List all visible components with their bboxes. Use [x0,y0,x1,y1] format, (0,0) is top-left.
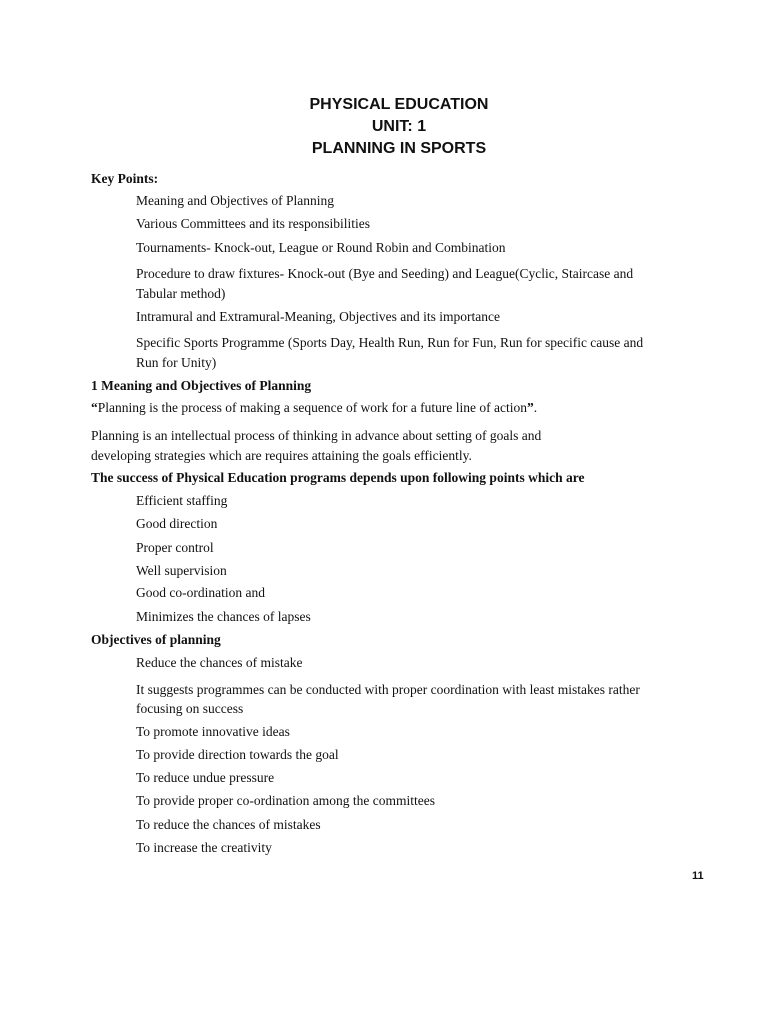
list-item: Reduce the chances of mistake [136,655,303,670]
paragraph-line: Planning is an intellectual process of thinking in advance about setting of goals and [91,428,542,443]
list-item: To promote innovative ideas [136,724,290,739]
list-item: Minimizes the chances of lapses [136,609,311,624]
list-item-continuation: Run for Unity) [136,355,217,370]
paragraph-line: developing strategies which are requires attaining the goals efficiently. [91,448,472,463]
list-item: Specific Sports Programme (Sports Day, Health Run, Run for Fun, Run for specific cause and [136,335,644,350]
list-item: Good direction [136,516,218,531]
key-points-heading: Key Points: [91,171,159,186]
subject-title: PHYSICAL EDUCATION [309,96,489,113]
open-quote: “ [91,400,98,415]
list-item: To increase the creativity [136,840,272,855]
page-number: 11 [692,870,704,882]
success-heading: The success of Physical Education programs depends upon following points which are [91,470,585,485]
list-item: To provide direction towards the goal [136,747,339,762]
chapter-title: PLANNING IN SPORTS [311,140,487,157]
list-item: Procedure to draw fixtures- Knock-out (Bye and Seeding) and League(Cyclic, Staircase and [136,266,634,281]
list-item: Various Committees and its responsibilities [136,216,370,231]
list-item: To provide proper co-ordination among the committees [136,793,435,808]
quote-text: Planning is the process of making a sequence of work for a future line of action [97,400,527,415]
list-item: Well supervision [136,563,227,578]
list-item-continuation: focusing on success [136,701,244,716]
quote-period: . [533,400,538,415]
list-item: Proper control [136,540,214,555]
list-item: Efficient staffing [136,493,228,508]
list-item: To reduce the chances of mistakes [136,817,321,832]
document-header [0,94,768,160]
definition-quote [91,399,537,417]
section-heading: 1 Meaning and Objectives of Planning [91,378,312,393]
list-item: Good co-ordination and [136,585,265,600]
list-item: Meaning and Objectives of Planning [136,193,334,208]
list-item: To reduce undue pressure [136,770,275,785]
list-item-continuation: Tabular method) [136,286,226,301]
list-item: It suggests programmes can be conducted with proper coordination with least mistakes rather [136,682,640,697]
objectives-heading: Objectives of planning [91,632,221,647]
unit-title: UNIT: 1 [371,118,427,135]
close-quote: ” [527,400,534,415]
list-item: Intramural and Extramural-Meaning, Objectives and its importance [136,309,500,324]
list-item: Tournaments- Knock-out, League or Round Robin and Combination [136,240,506,255]
